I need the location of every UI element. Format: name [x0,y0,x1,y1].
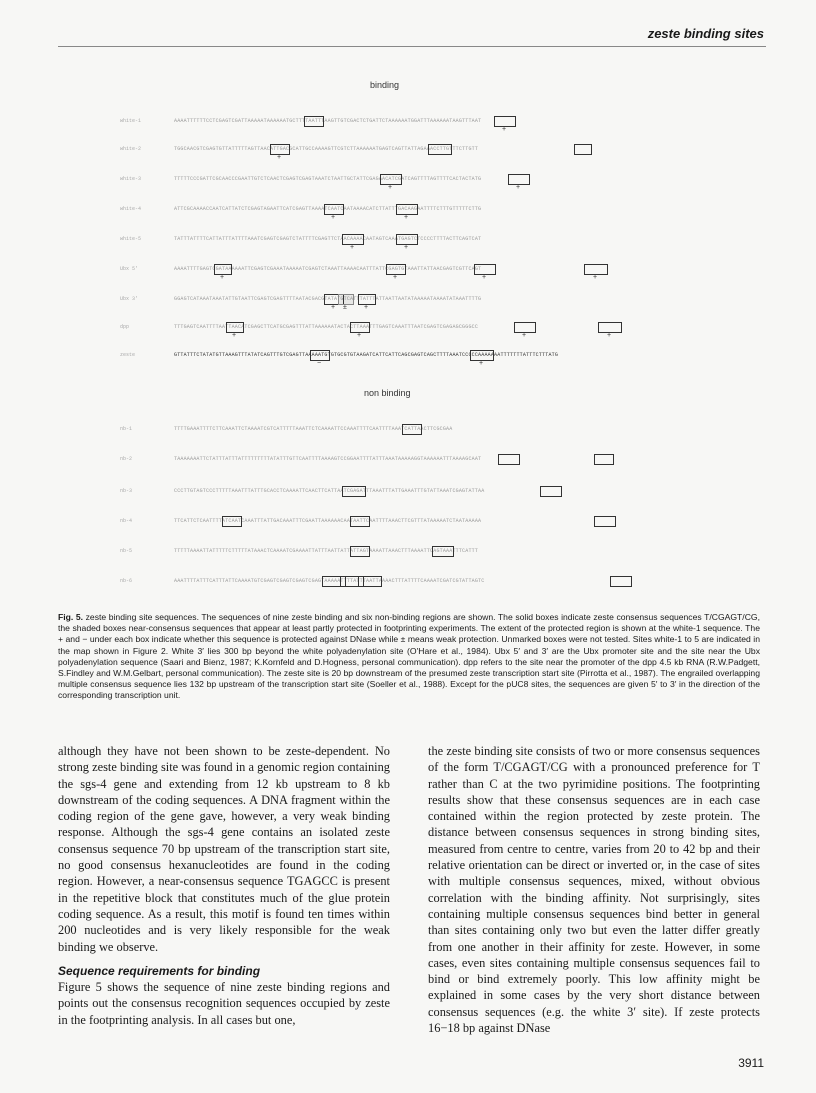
consensus-box [342,486,366,497]
binding-row-label: Ubx 3' [120,296,139,302]
subheading: Sequence requirements for binding [58,963,261,978]
consensus-box [222,516,242,527]
consensus-box [402,424,422,435]
binding-sequence: TATTTATTTTCATTATTTATTTTAAATCGAGTCGAGTCTATTTTCGAGTTCTAACAAAACAATAGTCAAATGAGTCTCCCCTTTTACTTCAGTCAT [174,236,482,242]
consensus-box [594,516,616,527]
binding-label: binding [370,80,400,90]
non-binding-sequence: CCCTTGTAGTCCCTTTTTAAATTTATTTGCACCTCAAAATTCAACTTCATTAATCGAGATTTAAATTTATTGAAATTTGTATTAAATCGAGTATTAA [174,488,485,494]
consensus-box [350,546,370,557]
protection-mark: + [482,274,487,281]
binding-sequence: TTTGAGTCAATTTTAATTAACATCGAGCTTCATGCGAGTTTATTAAAAAATACTACTTAAATTTGAGTCAAATTTAATCGAGTCGAGAGCGGGCC [174,324,479,330]
protection-mark: + [404,244,409,251]
binding-row-label: white-5 [120,236,142,242]
protection-mark: + [331,214,336,221]
right-paragraph-1: the zeste binding site consists of two or more consensus sequences of the form T/CGAGT/CG with a pronounced preference for T rather than C at the two pyrimidine positions. The footprinting results show that these consensus sequences are in each case contained within the region protected by zeste protein. The distance between consensus sequences in strong binding sites, measured from centre to centre, varies from 20 to 42 bp and their relative orientation can be direct or inverted or, in the case of sites with multiple consensus sequences, mixed, without obvious correlation with the binding affinity. Not surprisingly, sites containing multiple consensus sequences bind better in general than sites containing only two but even the latter differ greatly from one another in their affinity for zeste. However, in some cases, even sites containing multiple consensus sequences fail to bind or bind extremely poorly. This low affinity might be explained in some cases by the very short distance between consensus sequences (e.g. the white 3′ site). If zeste protects 16−18 bp against DNase [428,744,760,1036]
consensus-box [358,576,382,587]
protection-mark: + [479,360,484,367]
binding-row-label: white-2 [120,146,142,152]
non-binding-sequence: TTTTTAAAATTATTTTTCTTTTTATAAACTCAAAATCGAAAATTATTTAATTATTATTAGTAAAATTAAACTTTAAAATTCAGTAAATTTCATTT [174,548,479,554]
binding-sequence: TGGCAACGTCGAGTGTTATTTTTAGTTAACATTGACGCATTGCCAAAAGTTCGTCTTAAAAAATGAGTCAGTTATTAGAAACCTTGTTTCTTGTT [174,146,479,152]
binding-sequence: AAAATTTTTTCCTCGAGTCGATTAAAAATAAAAAATGCTTTTAATTTAAGTTGTCGACTCTGATTCTAAAAAATGGATTTAAAAAATAAGTTTAAT [174,118,482,124]
consensus-box [350,516,370,527]
binding-sequence: ATTCGCAAAACCAATCATTATCTCGAGTAGAATTCATCGAGTTAAAATCAATCAATAAAACATCTTATTTGACAAGAATTTTCTTTGTTTTTCTTG [174,206,482,212]
protection-mark: + [404,214,409,221]
consensus-box [428,144,452,155]
page-number: 3911 [738,1056,764,1070]
consensus-box [594,454,614,465]
binding-sequence: TTTTTCCCGATTCGCAACCCGAATTGTCTCAACTCGAGTCGAGTAAATCTAATTGCTATTCGAGAACATCGATCAGTTTTAGTTTTCACTACTATG [174,176,482,182]
non-binding-row-label: nb-5 [120,548,133,554]
running-title: zeste binding sites [647,26,764,41]
left-column [58,743,390,1028]
protection-mark: + [593,274,598,281]
protection-mark: + [388,184,393,191]
non-binding-row-label: nb-6 [120,578,133,584]
protection-mark: + [607,332,612,339]
consensus-box [540,486,562,497]
non-binding-sequence: TTTTGAAATTTTCTTCAAATTCTAAAATCGTCATTTTTAAATTCTCAAAATTCCAAATTTTCAATTTTAAATCATTAACTTCGCGAA [174,426,453,432]
protection-mark: + [232,332,237,339]
binding-row-label: white-3 [120,176,142,182]
left-paragraph-2: Figure 5 shows the sequence of nine zeste binding regions and points out the consensus recognition sequences occupied by zeste in the footprinting analysis. In all cases but one, [58,980,390,1027]
figure-5 [112,78,702,598]
protection-mark: + [331,304,336,311]
protection-mark: + [220,274,225,281]
protection-mark: − [317,360,322,367]
protection-mark: + [393,274,398,281]
binding-row-label: Ubx 5' [120,266,139,272]
caption-text: zeste binding site sequences. The sequences of nine zeste binding and six non-binding regions are shown. The solid boxes indicate zeste consensus sequences T/CGAGT/CG, the shaded boxes near-consensus sequences that appear at least partly protected in footprinting experiments. The extent of the protected region is shown at the white-1 sequence. The + and − under each box indicate whether this sequence is protected against DNase while ± means weak protection. Unmarked boxes were not tested. Sites white-1 to 5 are indicated in the map shown in Figure 2. White 3′ lies 300 bp beyond the white polyadenylation site (O'Hare et al., 1984). Ubx 5′ and 3′ are the Ubx promoter site and the site near the Ubx polyadenylation sequence (Saari and Bienz, 1987; K.Kornfeld and D.Hogness, personal communication). dpp refers to the site near the promoter of the dpp 4.5 kb RNA (R.W.Padgett, S.Findley and W.M.Gelbart, personal communication). The zeste site is 20 bp downstream of the presumed zeste transcription start site (Pirrotta et al., 1987). The engrailed overlapping multiple consensus sequence lies 132 bp upstream of the transcription start site (Soeller et al., 1988). Except for the pUC8 sites, the sequences are given 5′ to 3′ in the direction of the corresponding transcription unit. [58,612,760,701]
figure-caption [58,612,760,702]
protection-mark: ± [343,304,347,311]
non-binding-row-label: nb-4 [120,518,133,524]
caption-fig-label: Fig. 5. [58,612,84,622]
non-binding-row-label: nb-1 [120,426,133,432]
protection-mark: + [277,154,282,161]
left-paragraph-1: although they have not been shown to be zeste-dependent. No strong zeste binding site was found in a genomic region containing the sgs-4 gene and extending from 12 kb upstream to 8 kb downstream of the coding sequences. A DNA fragment within the coding region of the gene gave, however, a very weak binding response. Although the sgs-4 gene contains an isolated zeste consensus sequence 70 bp upstream of the transcription start site, no good consensus hexanucleotides are found in the coding region. However, a near-consensus sequence TGAGCC is present in the repetitive block that constitutes much of the glue protein coding sequence. As a result, this motif is found ten times within 200 nucleotides and is very likely responsible for the weak binding we observe. [58,744,390,954]
protection-mark: + [357,332,362,339]
binding-row-label: white-4 [120,206,142,212]
binding-sequence: GTTATTTCTATATGTTAAAGTTTATATCAGTTTGTCGAGTTAAAAATGTGTGCGTGTAAGATCATTCATTCAGCGAGTCAGCTTTTAAATCCCCCAAAAAAATTTTTTTATTTCTTTATG [174,352,559,358]
protection-mark: + [522,332,527,339]
consensus-box [574,144,592,155]
protection-mark: + [502,126,507,133]
binding-row-label: dpp [120,324,130,330]
non-binding-label: non binding [364,388,411,398]
protection-mark: + [516,184,521,191]
binding-sequence: AAAATTTTGAGTCGATAAAAAATTCGAGTCGAAATAAAAATCGAGTCTAAATTAAAACAATTTATTCGAGTGTAAATTATTAACGAGTCGTTCAGT [174,266,482,272]
protection-mark: + [350,244,355,251]
consensus-box [498,454,520,465]
non-binding-row-label: nb-3 [120,488,133,494]
header-rule [58,46,766,47]
consensus-box [304,116,324,127]
non-binding-row-label: nb-2 [120,456,133,462]
binding-sequence: GGAGTCATAAATAAATATTGTAATTCGAGTCGAGTTTTAATACGACGTATATGTCATTTATTTATTAATTAATATAAAAATAAAATATAAATTTTG [174,296,482,302]
non-binding-sequence: AAATTTTATTTCATTTATTCAAAATGTCGAGTCGAGTCGAGTCGAGTAAAAATTTTATTTAATTAAAACTTTATTTTCAAAATCGATCGTATTAGTC [174,578,485,584]
non-binding-sequence: TAAAAAAATTCTATTTATTTATTTTTTTTTATATTTGTTCAATTTTAAAAGTCCGGAATTTTATTTAAATAAAAAGGTAAAAAATTTAAAAGCAAT [174,456,482,462]
right-column [428,743,760,1036]
binding-row-label: white-1 [120,118,142,124]
consensus-box [432,546,454,557]
protection-mark: + [364,304,369,311]
binding-row-label: zeste [120,352,136,358]
non-binding-sequence: TTCATTCTCAATTTTATCAATCAAATTTATTGACAAATTTCGAATTAAAAAACAATAATTCAATTTTAAACTTCGTTTATAAAAATCTAATAAAAA [174,518,482,524]
consensus-box [610,576,632,587]
